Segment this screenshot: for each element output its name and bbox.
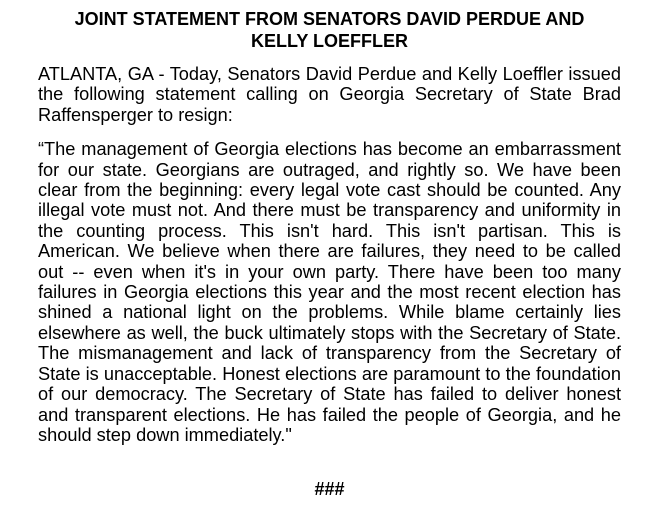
statement-paragraph: “The management of Georgia elections has become an embarrassment for our state. Georgians are outraged, and rightly so. We have been clear from the beginning: every legal vote cast should be counted. Any illegal vote must not. And there must be transparency and uniformity in the counting process. This isn't hard. This isn't partisan. This is American. We believe when there are failures, they need to be called out -- even when it's in your own party. There have been too many failures in Georgia elections this year and the most recent election has shined a national light on the problems. While blame certainly lies elsewhere as well, the buck ultimately stops with the Secretary of State. The mismanagement and lack of transparency from the Secretary of State is unacceptable. Honest elections are paramount to the foundation of our democracy. The Secretary of State has failed to deliver honest and transparent elections. He has failed the people of Georgia, and he should step down immediately." bbox=[38, 139, 621, 445]
end-mark: ### bbox=[314, 479, 345, 500]
title-line-1: JOINT STATEMENT FROM SENATORS DAVID PERDUE AND bbox=[74, 9, 585, 29]
page-title bbox=[38, 8, 621, 52]
intro-paragraph: ATLANTA, GA - Today, Senators David Perdue and Kelly Loeffler issued the following statement calling on Georgia Secretary of State Brad Raffensperger to resign: bbox=[38, 64, 621, 125]
title-line-2: KELLY LOEFFLER bbox=[250, 31, 409, 51]
press-release bbox=[38, 8, 621, 499]
